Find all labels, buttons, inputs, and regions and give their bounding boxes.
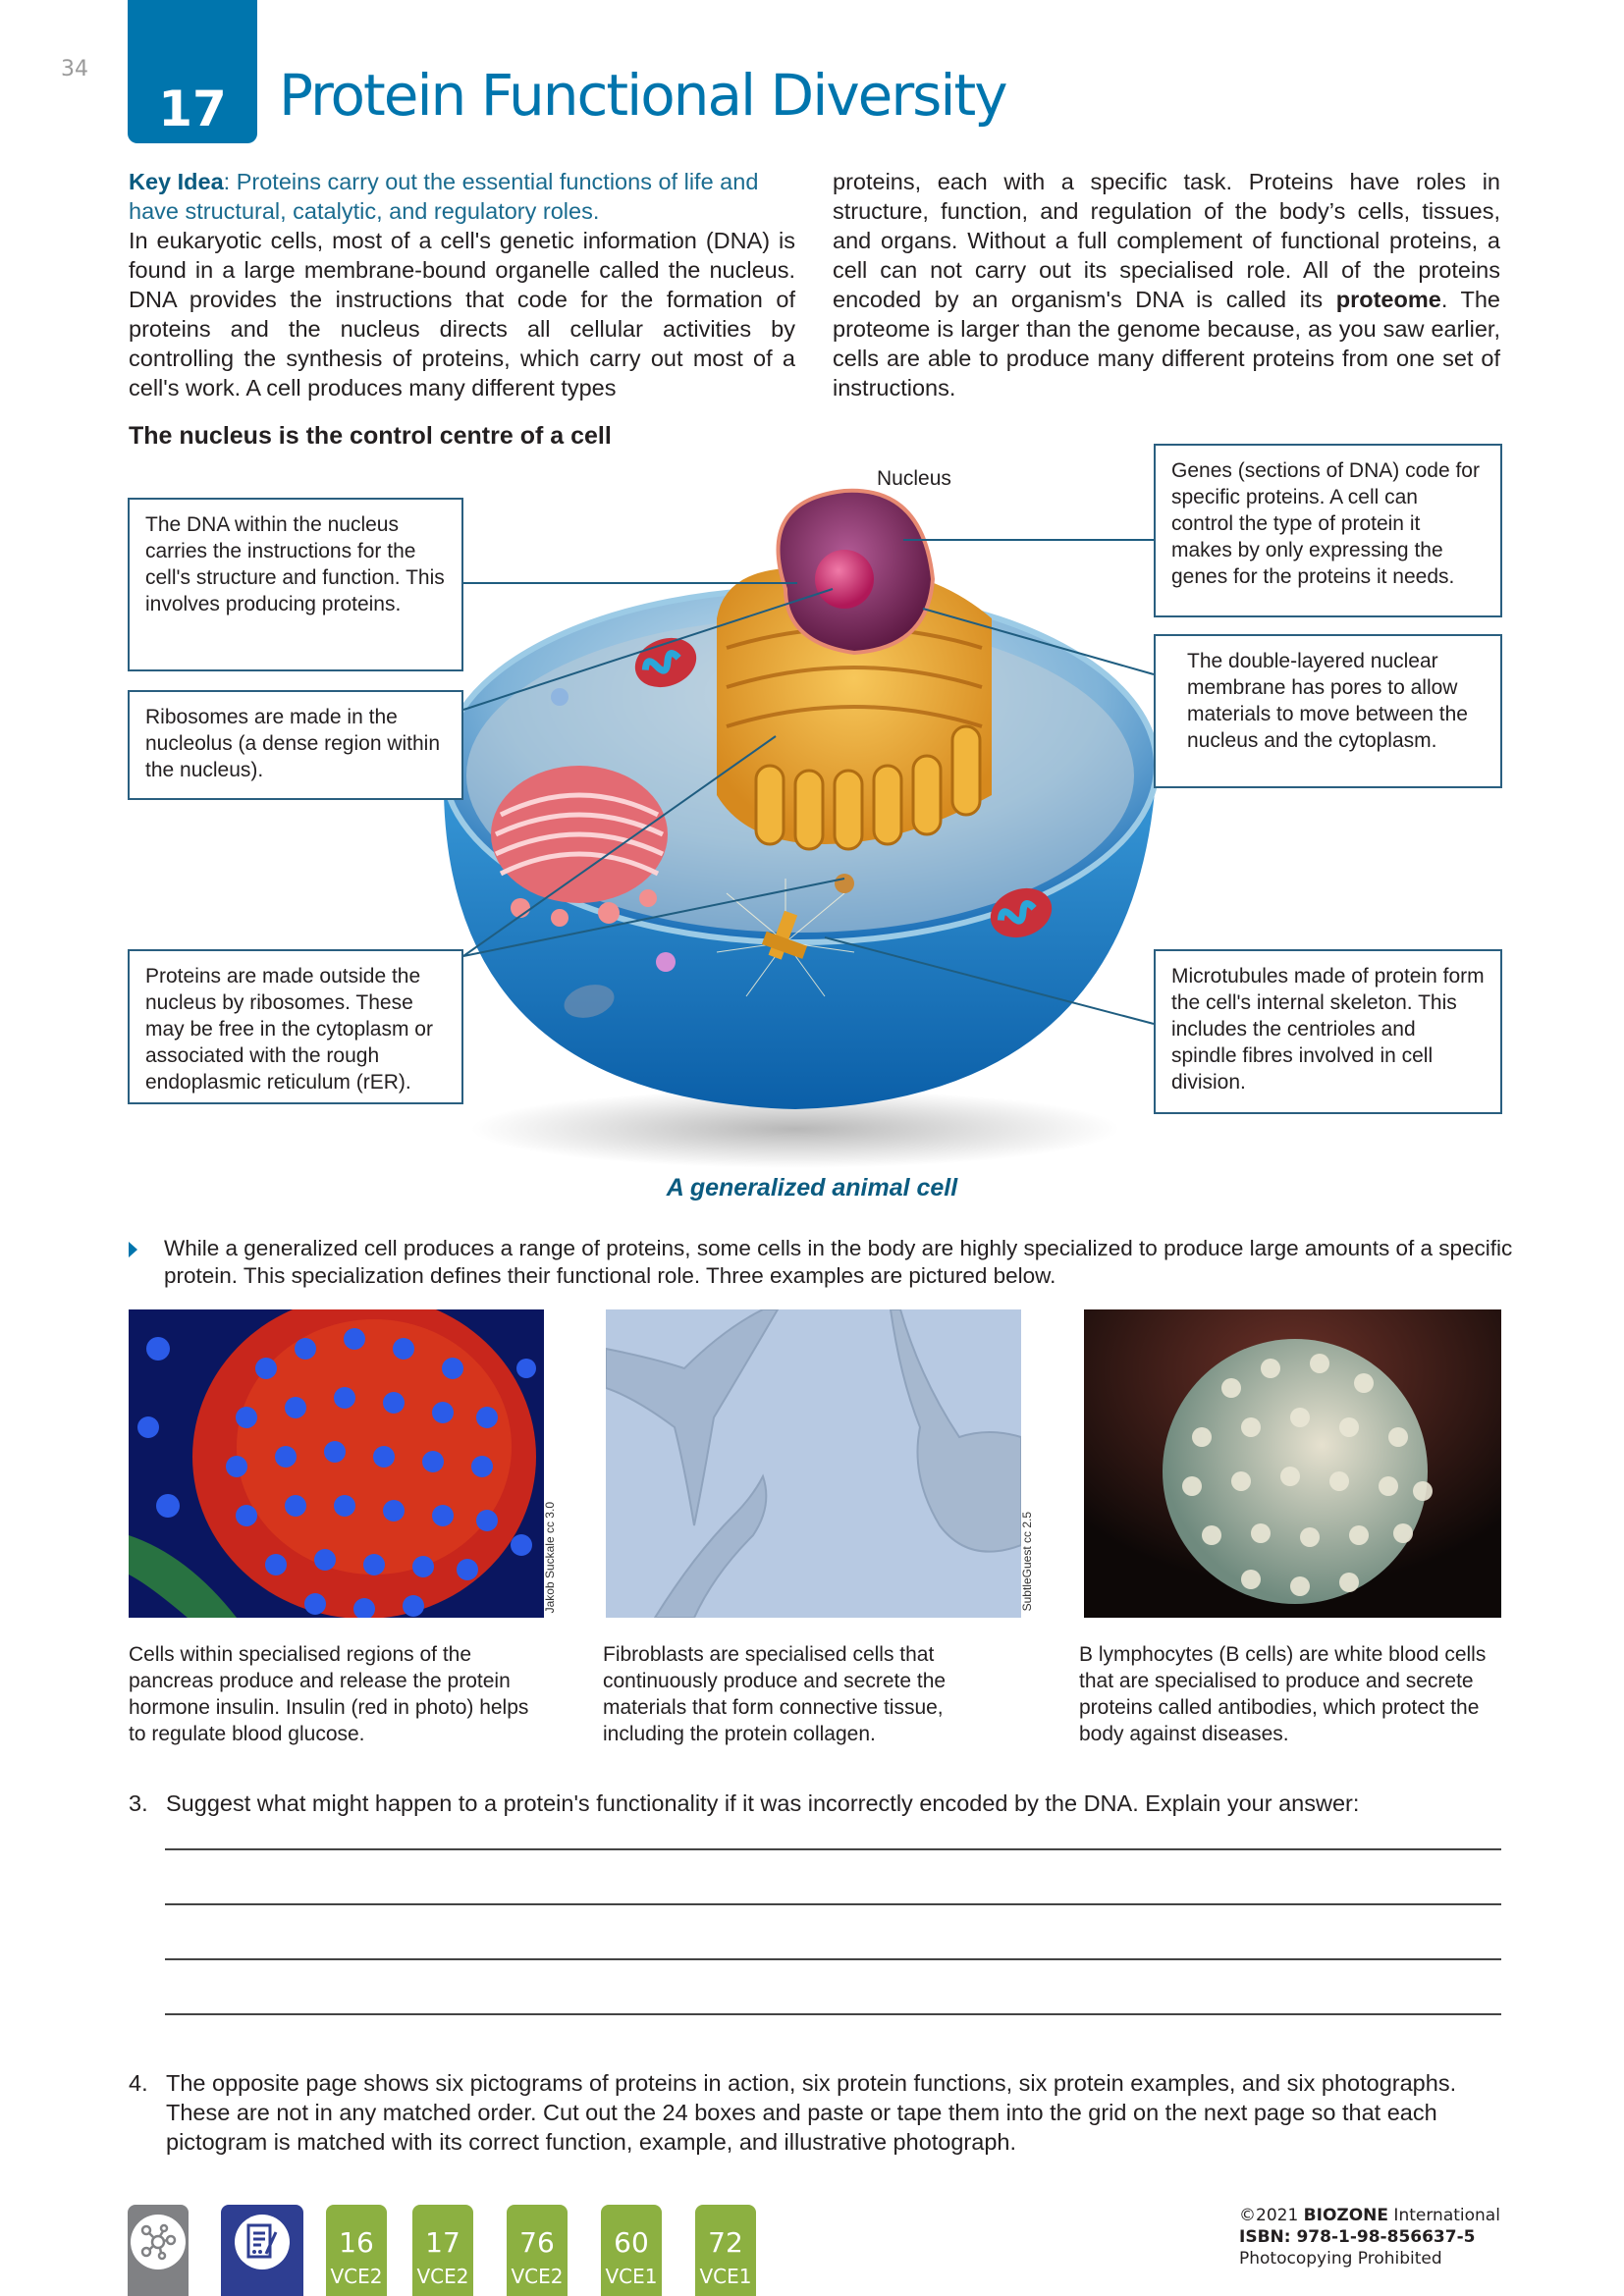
photo-caption-b-cells: B lymphocytes (B cells) are white blood cells that are specialised to produce and secrete proteins called antibodies, which protect the body against diseases. (1079, 1643, 1487, 1745)
isbn: ISBN: 978-1-98-856637-5 (1239, 2227, 1476, 2247)
question-4-text: The opposite page shows six pictograms of proteins in action, six protein functions, six protein examples, and six photographs. These are not in any matched order. Cut out the 24 boxes and paste or tape them into the grid on the next page so that each pictogram is matched with its correct function, example, and illustrative photograph. (166, 2070, 1457, 2155)
copyright-block (1239, 2205, 1500, 2269)
answer-line-3[interactable] (165, 1958, 1501, 1960)
question-4-number: 4. (129, 2070, 148, 2096)
photo-caption-pancreas: Cells within specialised regions of the pancreas produce and release the protein hormone insulin. Insulin (red in photo) helps to regulate blood glucose. (129, 1643, 529, 1745)
footer-link-76[interactable]: 76 VCE2 (507, 2205, 568, 2296)
intro-column-1 (129, 167, 795, 402)
animal-cell-illustration (432, 471, 1198, 1178)
key-idea-label: Key Idea (129, 169, 224, 194)
fibroblasts-image (606, 1309, 1021, 1618)
network-icon (131, 2215, 186, 2269)
specialized-intro-text: While a generalized cell produces a range of proteins, some cells in the body are highly specialized to produce large amounts of a specific protein. This specialization defines their functional role. Three examples are pictured below. (164, 1236, 1513, 1288)
callout-microtubules: Microtubules made of protein form the cell's internal skeleton. This includes the centrioles and spindle fibres involved in cell division. (1154, 949, 1502, 1114)
photo-pancreas-islet (129, 1309, 544, 1618)
photo-caption-fibroblasts: Fibroblasts are specialised cells that continuously produce and secrete the materials that form connective tissue, including the protein collagen. (603, 1643, 947, 1745)
photocopy-notice: Photocopying Prohibited (1239, 2249, 1442, 2269)
question-3-text: Suggest what might happen to a protein's functionality if it was incorrectly encoded by the DNA. Explain your answer: (166, 1790, 1360, 1816)
key-idea-text: : Proteins carry out the essential functions of life and have structural, catalytic, and regulatory roles. (129, 169, 759, 224)
callout-genes: Genes (sections of DNA) code for specific proteins. A cell can control the type of protein it makes by only expressing the genes for the proteins it needs. (1154, 444, 1502, 617)
footer-tile-worksheet[interactable] (221, 2205, 303, 2296)
photo-credit-2: SubtleGuest cc 2.5 (1020, 1512, 1034, 1612)
answer-line-1[interactable] (165, 1848, 1501, 1850)
brand-name: BIOZONE (1303, 2206, 1389, 2225)
question-3 (129, 1789, 1513, 1818)
callout-dna-instructions: The DNA within the nucleus carries the instructions for the cell's structure and function. This involves producing proteins. (128, 498, 463, 671)
page-title: Protein Functional Diversity (279, 62, 1006, 129)
intro-paragraph-2b: . The proteome is larger than the genome because, as you saw earlier, cells are able to produce many different proteins from one set of instructions. (833, 287, 1500, 400)
bullet-triangle-icon (129, 1242, 137, 1257)
photo-b-lymphocyte (1084, 1309, 1501, 1618)
diagram-caption: A generalized animal cell (666, 1174, 958, 1201)
question-3-number: 3. (129, 1790, 148, 1816)
photo-fibroblasts (606, 1309, 1021, 1618)
question-4 (129, 2068, 1513, 2157)
footer-link-60[interactable]: 60 VCE1 (601, 2205, 662, 2296)
footer-link-72[interactable]: 72 VCE1 (695, 2205, 756, 2296)
copyright-line: ©2021 BIOZONE International (1239, 2206, 1500, 2225)
key-idea (129, 167, 795, 226)
pancreas-islet-image (129, 1309, 544, 1618)
callout-protein-synthesis: Proteins are made outside the nucleus by ribosomes. These may be free in the cytoplasm or associated with the rough endoplasmic reticulum (rER). (128, 949, 463, 1104)
activity-number-tab (128, 0, 257, 143)
photo-credit-1: Jakob Suckale cc 3.0 (543, 1502, 557, 1614)
intro-column-2 (833, 167, 1500, 402)
worksheet-icon (235, 2215, 290, 2269)
specialized-intro (129, 1235, 1513, 1290)
answer-line-4[interactable] (165, 2013, 1501, 2015)
b-lymphocyte-image (1084, 1309, 1501, 1618)
diagram-heading: The nucleus is the control centre of a cell (129, 422, 612, 450)
proteome-term: proteome (1335, 287, 1441, 312)
footer-tile-concept-map[interactable] (128, 2205, 189, 2296)
activity-number: 17 (158, 80, 227, 137)
intro-paragraph-1: In eukaryotic cells, most of a cell's genetic information (DNA) is found in a large membrane-bound organelle called the nucleus. DNA provides the instructions that code for the formation of proteins and the nucleus directs all cellular activities by controlling the synthesis of proteins, which carry out most of a cell's work. A cell produces many different types (129, 228, 795, 400)
page-number: 34 (61, 57, 88, 81)
footer-link-16[interactable]: 16 VCE2 (326, 2205, 387, 2296)
footer-link-17[interactable]: 17 VCE2 (412, 2205, 473, 2296)
callout-ribosomes-nucleolus: Ribosomes are made in the nucleolus (a dense region within the nucleus). (128, 690, 463, 800)
callout-nuclear-membrane: The double-layered nuclear membrane has pores to allow materials to move between the nucleus and the cytoplasm. (1154, 634, 1502, 788)
intro-paragraph-2a: proteins, each with a specific task. Proteins have roles in structure, function, and regulation of the body’s cells, tissues, and organs. Without a full complement of functional proteins, a cell can not carry out its specialised role. All of the proteins encoded by an organism's DNA is called its (833, 169, 1500, 312)
answer-line-2[interactable] (165, 1903, 1501, 1905)
nucleus-label: Nucleus (877, 467, 951, 490)
